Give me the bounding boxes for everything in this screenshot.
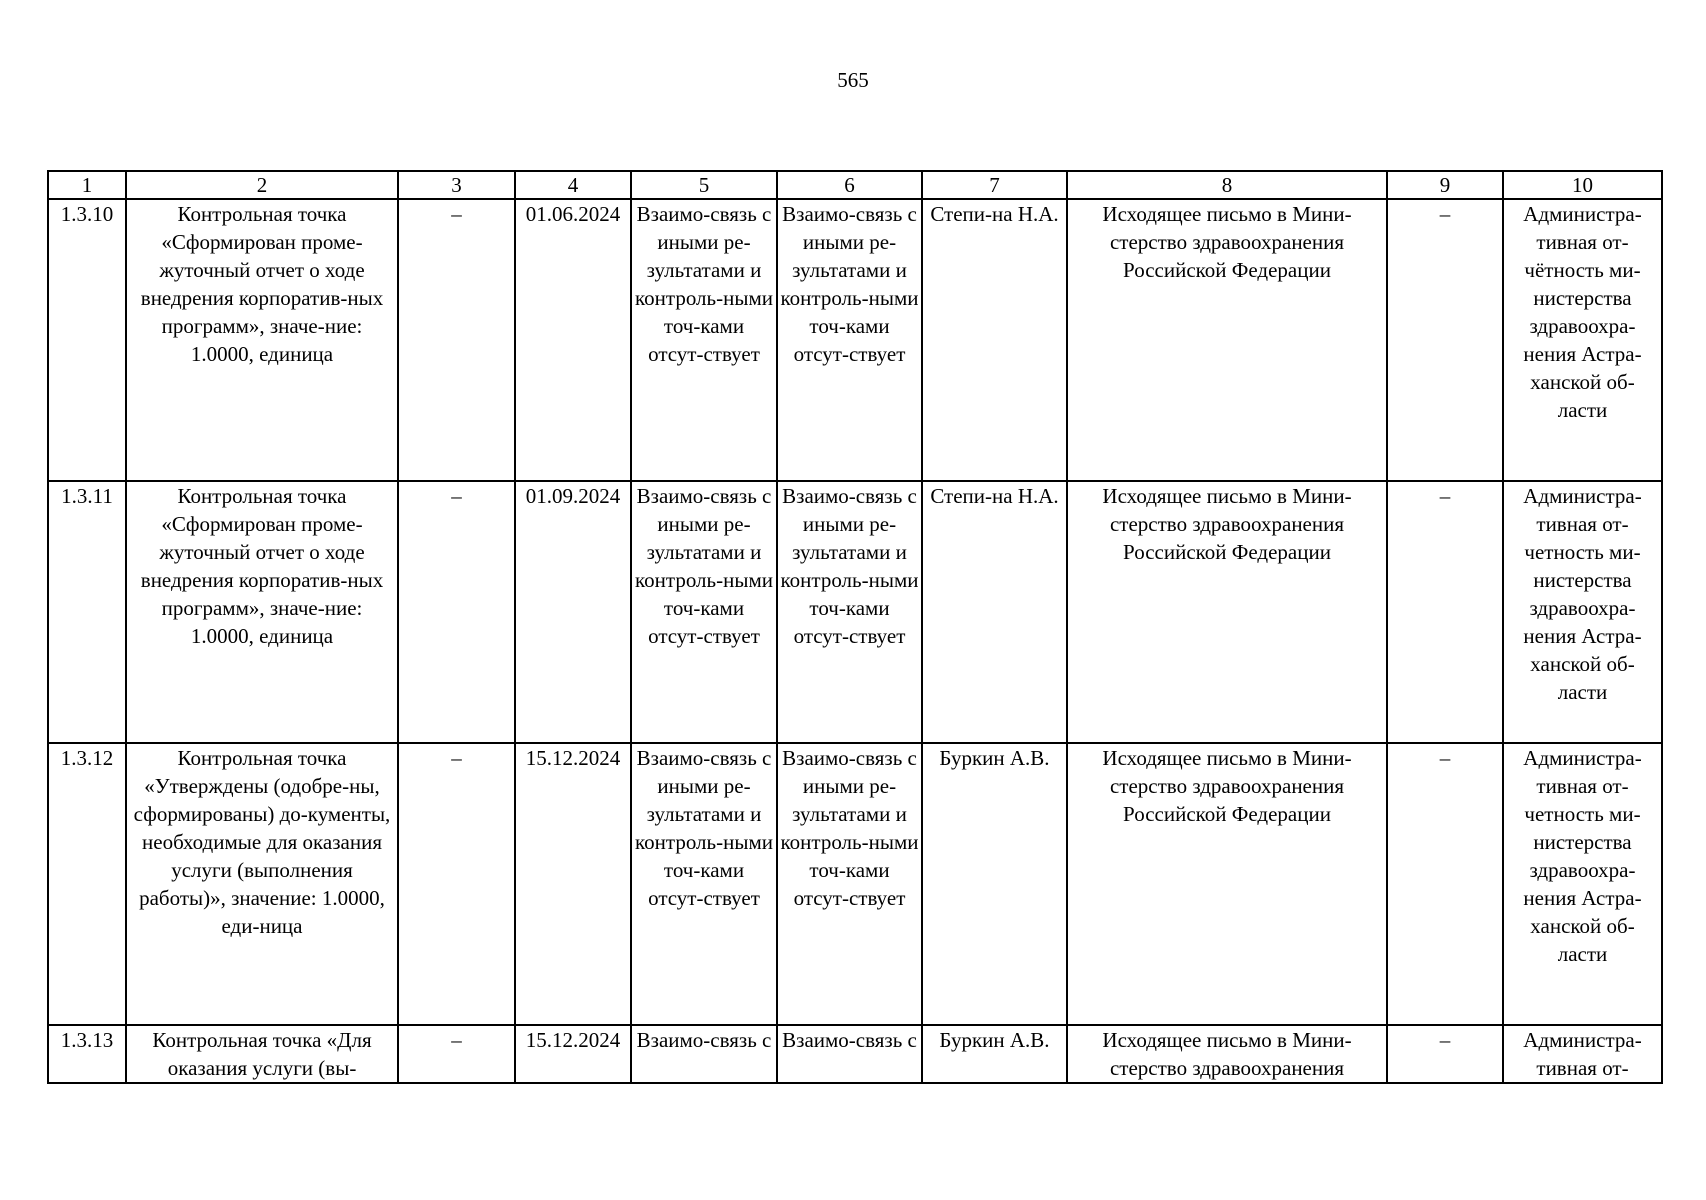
header-cell: 8: [1067, 171, 1387, 199]
relation-cell: Взаимо-связь с: [777, 1025, 922, 1083]
header-cell: 9: [1387, 171, 1503, 199]
results-table: [47, 170, 1663, 1084]
name-cell: Контрольная точка «Утверждены (одобре-ны, сформированы) до-кументы, необходимые для оказания услуги (выполнения работы)», значение: 1.0000, еди-ница: [126, 743, 398, 1025]
page-number: 565: [837, 68, 869, 92]
table-row: [48, 199, 1662, 481]
col3-cell: –: [398, 199, 515, 481]
col9-cell: –: [1387, 481, 1503, 743]
header-cell: 5: [631, 171, 777, 199]
relation-cell: Взаимо-связь с иными ре-зультатами и контроль-ными точ-ками отсут-ствует: [631, 481, 777, 743]
table-row: [48, 1025, 1662, 1083]
relation-cell: Взаимо-связь с иными ре-зультатами и контроль-ными точ-ками отсут-ствует: [777, 481, 922, 743]
date-cell: 01.09.2024: [515, 481, 631, 743]
reporting-cell: Администра-тивная от-чётность ми-нистерства здравоохра-нения Астра-ханской об-ласти: [1503, 199, 1662, 481]
table-row: [48, 481, 1662, 743]
name-cell: Контрольная точка «Для оказания услуги (вы-: [126, 1025, 398, 1083]
document-cell: Исходящее письмо в Мини-стерство здравоохранения: [1067, 1025, 1387, 1083]
col3-cell: –: [398, 481, 515, 743]
name-cell: Контрольная точка «Сформирован проме-жуточный отчет о ходе внедрения корпоратив-ных программ», значе-ние: 1.0000, единица: [126, 199, 398, 481]
col9-cell: –: [1387, 1025, 1503, 1083]
responsible-cell: Степи-на Н.А.: [922, 199, 1067, 481]
relation-cell: Взаимо-связь с иными ре-зультатами и контроль-ными точ-ками отсут-ствует: [777, 743, 922, 1025]
col9-cell: –: [1387, 743, 1503, 1025]
header-cell: 4: [515, 171, 631, 199]
row-number-cell: 1.3.12: [48, 743, 126, 1025]
document-cell: Исходящее письмо в Мини-стерство здравоохранения Российской Федерации: [1067, 743, 1387, 1025]
table-row: [48, 743, 1662, 1025]
responsible-cell: Буркин А.В.: [922, 743, 1067, 1025]
row-number-cell: 1.3.13: [48, 1025, 126, 1083]
responsible-cell: Буркин А.В.: [922, 1025, 1067, 1083]
header-cell: 1: [48, 171, 126, 199]
header-cell: 7: [922, 171, 1067, 199]
reporting-cell: Администра-тивная от-четность ми-нистерства здравоохра-нения Астра-ханской об-ласти: [1503, 743, 1662, 1025]
date-cell: 01.06.2024: [515, 199, 631, 481]
relation-cell: Взаимо-связь с иными ре-зультатами и контроль-ными точ-ками отсут-ствует: [631, 743, 777, 1025]
relation-cell: Взаимо-связь с: [631, 1025, 777, 1083]
reporting-cell: Администра-тивная от-четность ми-нистерства здравоохра-нения Астра-ханской об-ласти: [1503, 481, 1662, 743]
header-cell: 10: [1503, 171, 1662, 199]
relation-cell: Взаимо-связь с иными ре-зультатами и контроль-ными точ-ками отсут-ствует: [631, 199, 777, 481]
row-number-cell: 1.3.10: [48, 199, 126, 481]
responsible-cell: Степи-на Н.А.: [922, 481, 1067, 743]
header-cell: 2: [126, 171, 398, 199]
table-header-row: [48, 171, 1662, 199]
col9-cell: –: [1387, 199, 1503, 481]
date-cell: 15.12.2024: [515, 743, 631, 1025]
reporting-cell: Администра-тивная от-: [1503, 1025, 1662, 1083]
document-cell: Исходящее письмо в Мини-стерство здравоохранения Российской Федерации: [1067, 481, 1387, 743]
col3-cell: –: [398, 743, 515, 1025]
date-cell: 15.12.2024: [515, 1025, 631, 1083]
document-cell: Исходящее письмо в Мини-стерство здравоохранения Российской Федерации: [1067, 199, 1387, 481]
relation-cell: Взаимо-связь с иными ре-зультатами и контроль-ными точ-ками отсут-ствует: [777, 199, 922, 481]
col3-cell: –: [398, 1025, 515, 1083]
header-cell: 6: [777, 171, 922, 199]
name-cell: Контрольная точка «Сформирован проме-жуточный отчет о ходе внедрения корпоратив-ных программ», значе-ние: 1.0000, единица: [126, 481, 398, 743]
header-cell: 3: [398, 171, 515, 199]
row-number-cell: 1.3.11: [48, 481, 126, 743]
